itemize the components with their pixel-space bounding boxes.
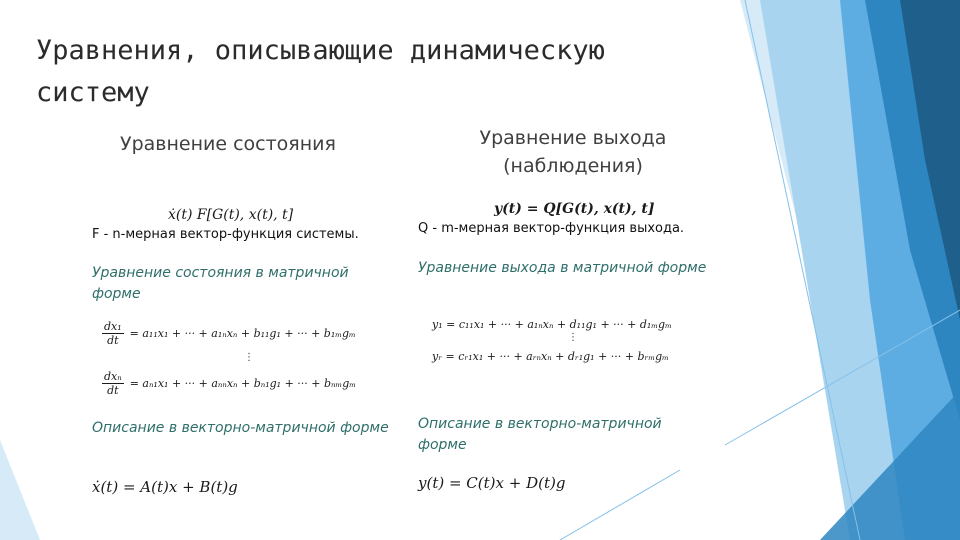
- state-eq1-fraction: [102, 320, 124, 347]
- deco-left-triangle: [0, 440, 40, 540]
- state-eq2-numerator: dxₙ: [104, 370, 122, 383]
- state-eq2-fraction: [102, 370, 124, 397]
- slide-title: Уравнения, описывающие динамическую систему: [36, 35, 605, 108]
- state-eq1-numerator: dx₁: [104, 320, 122, 333]
- state-equation-heading: Уравнение состояния: [120, 133, 336, 155]
- state-eq1-denominator: dt: [107, 334, 119, 347]
- state-eq2-denominator: dt: [107, 384, 119, 397]
- state-eq1-rhs: = a₁₁x₁ + ··· + a₁ₙxₙ + b₁₁g₁ + ··· + b₁ₘgₘ: [129, 327, 356, 340]
- state-equation-formula: ẋ(t) F[G(t), x(t), t]: [168, 207, 294, 223]
- state-equation-row-n: [102, 370, 356, 397]
- output-matrix-heading: Уравнение выхода в матричной форме: [418, 260, 707, 276]
- output-equation-row-1: y₁ = c₁₁x₁ + ··· + a₁ₙxₙ + d₁₁g₁ + ··· + d₁ₘgₘ: [432, 318, 672, 331]
- output-vector-formula: y(t) = C(t)x + D(t)g: [418, 474, 566, 492]
- state-matrix-heading: Уравнение состояния в матричной форме: [92, 265, 349, 302]
- output-eq-dots: ⋮: [568, 332, 578, 343]
- state-equation-description: F - n-мерная вектор-функция системы.: [92, 227, 359, 242]
- output-equation-row-r: yᵣ = cᵣ₁x₁ + ··· + aᵣₙxₙ + dᵣ₁g₁ + ··· + bᵣₘgₘ: [432, 350, 669, 363]
- state-equation-row-1: [102, 320, 356, 347]
- output-vector-heading: Описание в векторно-матричной форме: [418, 416, 662, 453]
- state-vector-heading: Описание в векторно-матричной форме: [92, 420, 389, 436]
- output-equation-heading: Уравнение выхода (наблюдения): [479, 127, 667, 177]
- output-equation-description: Q - m-мерная вектор-функция выхода.: [418, 221, 685, 236]
- output-equation-formula: y(t) = Q[G(t), x(t), t]: [494, 201, 655, 217]
- state-vector-formula: ẋ(t) = A(t)x + B(t)g: [92, 478, 238, 496]
- deco-line-3: [560, 470, 680, 540]
- state-eq2-rhs: = aₙ₁x₁ + ··· + aₙₙxₙ + bₙ₁g₁ + ··· + bₙₘgₘ: [129, 377, 357, 390]
- state-eq-dots: ⋮: [244, 352, 254, 363]
